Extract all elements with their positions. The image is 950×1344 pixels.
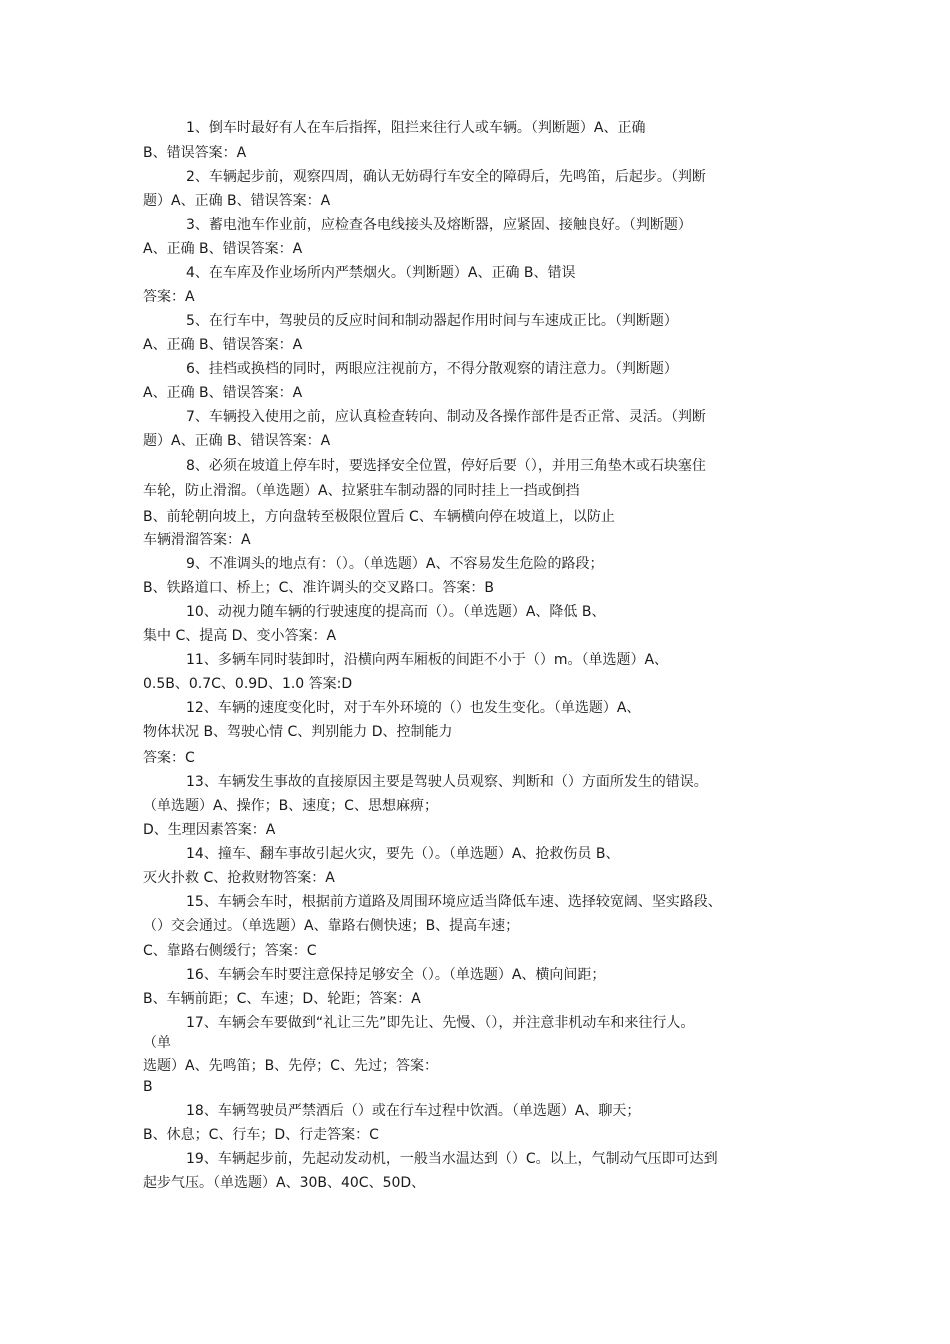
answer-line: 集中 C、提高 D、变小答案：A xyxy=(143,628,337,644)
question-line: （单选题）A、操作；B、速度；C、思想麻痹； xyxy=(143,798,438,814)
question-14: 14、撞车、翻车事故引起火灾，要先（）。（单选题）A、抢救伤员 B、 xyxy=(186,846,620,862)
answer-line: B、休息；C、行车；D、行走答案：C xyxy=(143,1127,379,1143)
answer-line: 答案：A xyxy=(143,289,195,305)
question-6: 6、挂档或换档的同时，两眼应注视前方，不得分散观察的请注意力。（判断题） xyxy=(186,361,678,377)
answer-line: B、铁路道口、桥上；C、准许调头的交叉路口。答案：B xyxy=(143,580,494,596)
answer-line: A、正确 B、错误答案：A xyxy=(143,385,303,401)
answer-line: D、生理因素答案：A xyxy=(143,822,276,838)
question-line: （）交会通过。（单选题）A、靠路右侧快速；B、提高车速； xyxy=(143,918,520,934)
question-15: 15、车辆会车时，根据前方道路及周围环境应适当降低车速、选择较宽阔、坚实路段、 xyxy=(186,894,722,910)
question-18: 18、车辆驾驶员严禁酒后（）或在行车过程中饮酒。（单选题）A、聊天； xyxy=(186,1103,641,1119)
question-17: 17、车辆会车要做到“礼让三先”即先让、先慢、（），并注意非机动车和来往行人。 xyxy=(186,1015,695,1031)
answer-line: B、车辆前距；C、车速；D、轮距；答案：A xyxy=(143,991,421,1007)
question-9: 9、不准调头的地点有：（）。（单选题）A、不容易发生危险的路段； xyxy=(186,556,604,572)
question-line: 物体状况 B、驾驶心情 C、判别能力 D、控制能力 xyxy=(143,724,453,740)
question-line: 起步气压。（单选题）A、30B、40C、50D、 xyxy=(143,1175,426,1191)
answer-line: A、正确 B、错误答案：A xyxy=(143,241,303,257)
question-10: 10、动视力随车辆的行驶速度的提高而（）。（单选题）A、降低 B、 xyxy=(186,604,606,620)
answer-line: A、正确 B、错误答案：A xyxy=(143,337,303,353)
question-19: 19、车辆起步前，先起动发动机，一般当水温达到（）C。以上，气制动气压即可达到 xyxy=(186,1151,718,1167)
question-4: 4、在车库及作业场所内严禁烟火。（判断题）A、正确 B、错误 xyxy=(186,265,576,281)
question-5: 5、在行车中，驾驶员的反应时间和制动器起作用时间与车速成正比。（判断题） xyxy=(186,313,678,329)
answer-line: 答案：C xyxy=(143,750,195,766)
question-11: 11、多辆车同时装卸时，沿横向两车厢板的间距不小于（）m。（单选题）A、 xyxy=(186,652,669,668)
question-2: 2、车辆起步前，观察四周，确认无妨碍行车安全的障碍后，先鸣笛，后起步。（判断 xyxy=(186,169,706,185)
question-line: 选题）A、先鸣笛；B、先停；C、先过；答案： xyxy=(143,1058,438,1074)
question-13: 13、车辆发生事故的直接原因主要是驾驶人员观察、判断和（）方面所发生的错误。 xyxy=(186,774,708,790)
answer-line: 题）A、正确 B、错误答案：A xyxy=(143,433,331,449)
answer-line: B xyxy=(143,1079,153,1095)
question-7: 7、车辆投入使用之前，应认真检查转向、制动及各操作部件是否正常、灵活。（判断 xyxy=(186,409,706,425)
answer-line: B、错误答案：A xyxy=(143,145,247,161)
question-8: 8、必须在坡道上停车时，要选择安全位置，停好后要（），并用三角垫木或石块塞住 xyxy=(186,458,706,474)
question-line: 车轮，防止滑溜。（单选题）A、拉紧驻车制动器的同时挂上一挡或倒挡 xyxy=(143,483,580,499)
question-12: 12、车辆的速度变化时，对于车外环境的（）也发生变化。（单选题）A、 xyxy=(186,700,641,716)
question-3: 3、蓄电池车作业前，应检查各电线接头及熔断器，应紧固、接触良好。（判断题） xyxy=(186,217,692,233)
answer-line: 题）A、正确 B、错误答案：A xyxy=(143,193,331,209)
question-1: 1、倒车时最好有人在车后指挥，阻拦来往行人或车辆。（判断题）A、正确 xyxy=(186,120,646,136)
question-line: B、前轮朝向坡上，方向盘转至极限位置后 C、车辆横向停在坡道上，以防止 xyxy=(143,509,615,525)
answer-line: C、靠路右侧缓行；答案：C xyxy=(143,943,317,959)
answer-line: 0.5B、0.7C、0.9D、1.0 答案:D xyxy=(143,676,353,692)
question-16: 16、车辆会车时要注意保持足够安全（）。（单选题）A、横向间距； xyxy=(186,967,606,983)
question-line: （单 xyxy=(143,1035,171,1051)
answer-line: 灭火扑救 C、抢救财物答案：A xyxy=(143,870,335,886)
answer-line: 车辆滑溜答案：A xyxy=(143,532,251,548)
